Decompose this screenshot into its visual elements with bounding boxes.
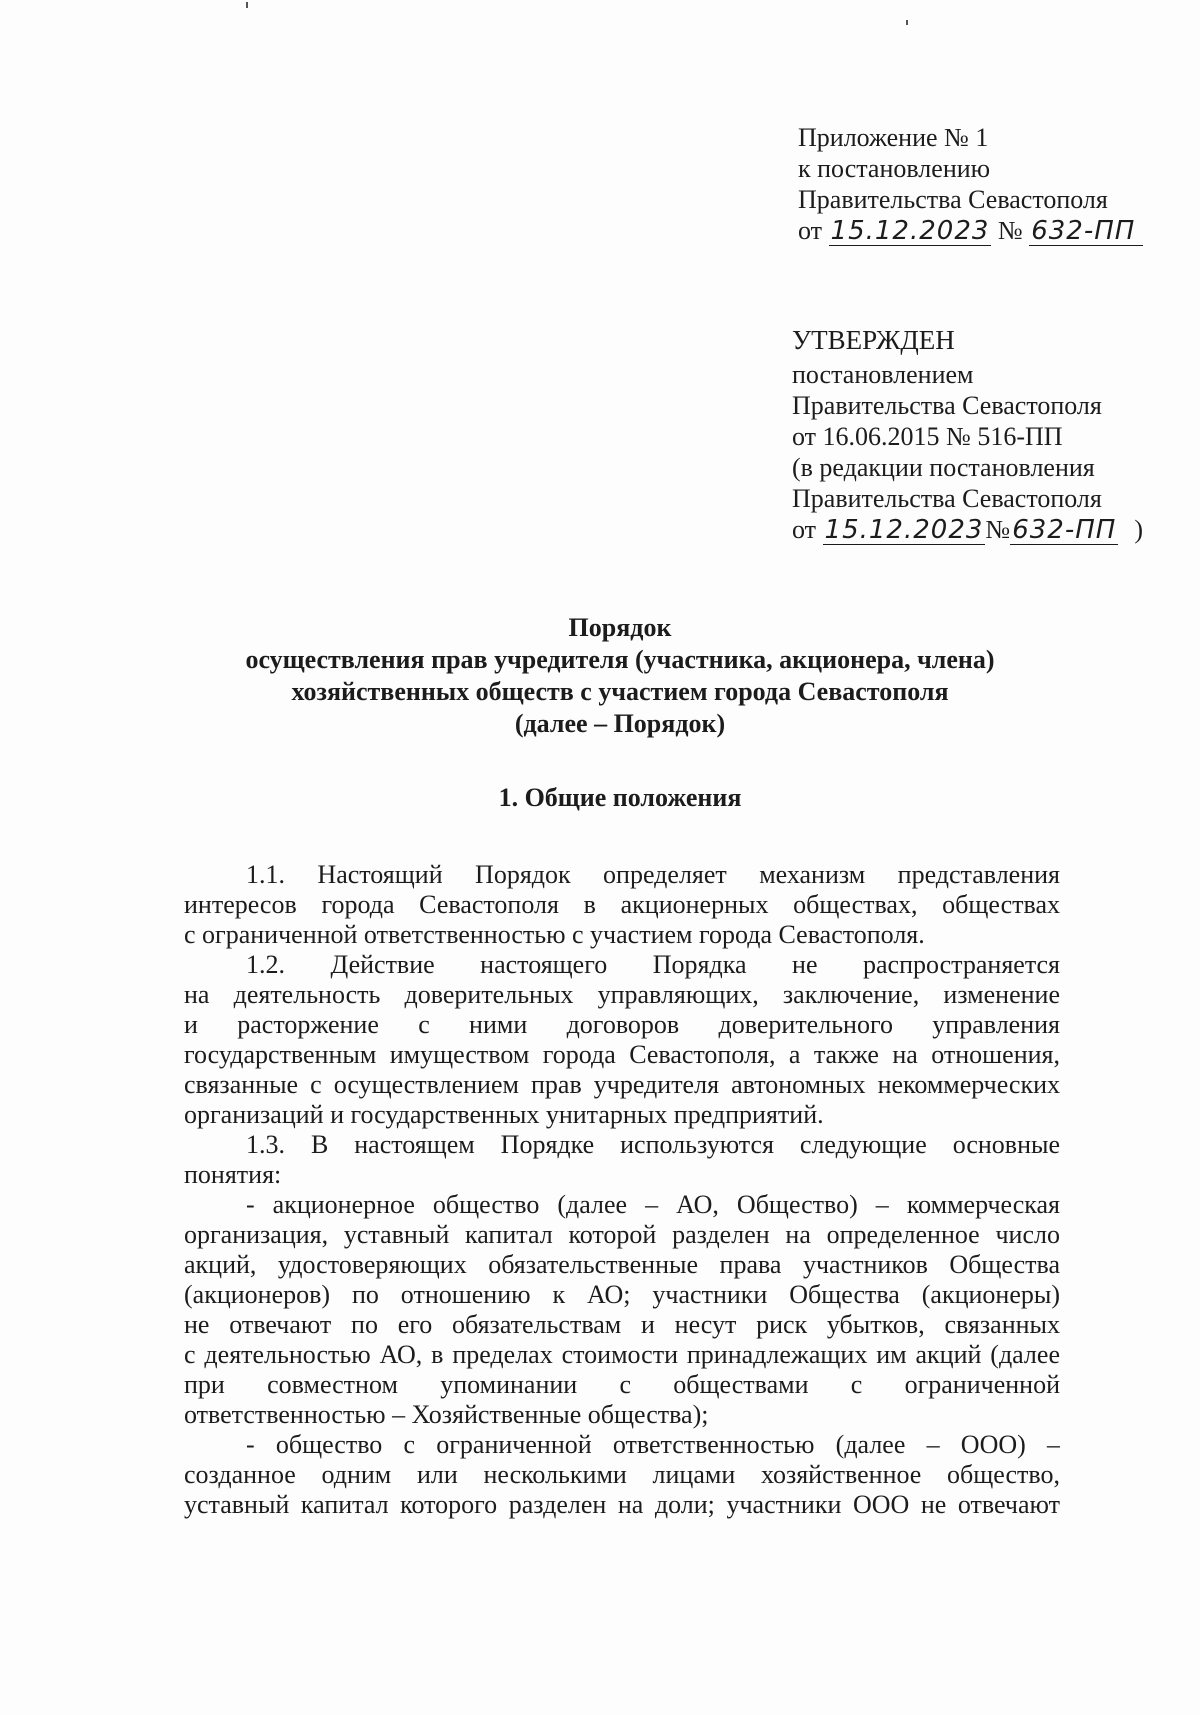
approval-date-prefix: от [792,515,823,544]
body-line: связанные с осуществлением прав учредителя автономных некоммерческих [184,1070,1060,1099]
body-line: с ограниченной ответственностью с участием города Севастополя. [184,920,925,949]
approval-close-paren: ) [1134,515,1143,544]
approval-line: от 16.06.2015 № 516-ПП [792,422,1063,451]
appendix-ref: к постановлению [798,154,991,183]
body-line: организация, уставный капитал которой разделен на определенное число [184,1220,1060,1249]
body-line: 1.1. Настоящий Порядок определяет механизм представления [246,860,1060,889]
scan-speck [906,20,908,25]
body-line: созданное одним или несколькими лицами хозяйственное общество, [184,1460,1060,1489]
body-line: государственным имуществом города Севастополя, а также на отношения, [184,1040,1060,1069]
body-line: организаций и государственных унитарных предприятий. [184,1100,824,1129]
body-line: - акционерное общество (далее – АО, Общество) – коммерческая [246,1190,1060,1219]
approval-line: Правительства Севастополя [792,391,1102,420]
body-line: и расторжение с ними договоров доверительного управления [184,1010,1060,1039]
handwritten-number: 632-ПП [1012,515,1117,545]
body-line: - общество с ограниченной ответственностью (далее – ООО) – [246,1430,1060,1459]
approval-date-line [792,514,1143,545]
title-line: хозяйственных обществ с участием города Севастополя [291,677,949,706]
body-line: интересов города Севастополя в акционерных обществах, обществах [184,890,1060,919]
body-line: 1.2. Действие настоящего Порядка не распространяется [246,950,1060,979]
approval-heading: УТВЕРЖДЕН [792,325,955,355]
handwritten-date: 15.12.2023 [824,515,984,545]
title-line: осуществления прав учредителя (участника, акционера, члена) [245,645,995,674]
body-line: ответственностью – Хозяйственные общества); [184,1400,709,1429]
body-line: понятия: [184,1160,282,1189]
handwritten-number: 632-ПП [1029,217,1143,246]
body-line: уставный капитал которого разделен на доли; участники ООО не отвечают [184,1490,1060,1519]
appendix-date-prefix: от [798,216,829,245]
approval-line: (в редакции постановления [792,453,1095,482]
approval-block [792,325,1143,545]
body-line: при совместном упоминании с обществами с ограниченной [184,1370,1060,1399]
appendix-number: Приложение № 1 [798,123,989,152]
approval-line: Правительства Севастополя [792,484,1102,513]
title-line: (далее – Порядок) [514,709,726,738]
section-heading [180,782,1060,814]
body-line: на деятельность доверительных управляющих, заключение, изменение [184,980,1060,1009]
appendix-authority: Правительства Севастополя [798,185,1108,214]
section-heading-text: 1. Общие положения [498,783,742,812]
title-line: Порядок [568,613,672,642]
appendix-date-line [798,215,1143,246]
scan-speck [246,2,248,8]
appendix-header [798,122,1143,246]
document-title [180,612,1060,740]
body-line: не отвечают по его обязательствам и несут риск убытков, связанных [184,1310,1060,1339]
body-line: (акционеров) по отношению к АО; участники Общества (акционеры) [184,1280,1060,1309]
approval-number-sign: № [985,515,1011,544]
approval-line: постановлением [792,360,974,389]
body-line: акций, удостоверяющих обязательственные права участников Общества [184,1250,1060,1279]
body-line: с деятельностью АО, в пределах стоимости принадлежащих им акций (далее [184,1340,1060,1369]
body-line: 1.3. В настоящем Порядке используются следующие основные [246,1130,1060,1159]
handwritten-date: 15.12.2023 [830,216,990,246]
document-body [184,860,1060,1520]
appendix-number-sign: № [997,216,1023,245]
